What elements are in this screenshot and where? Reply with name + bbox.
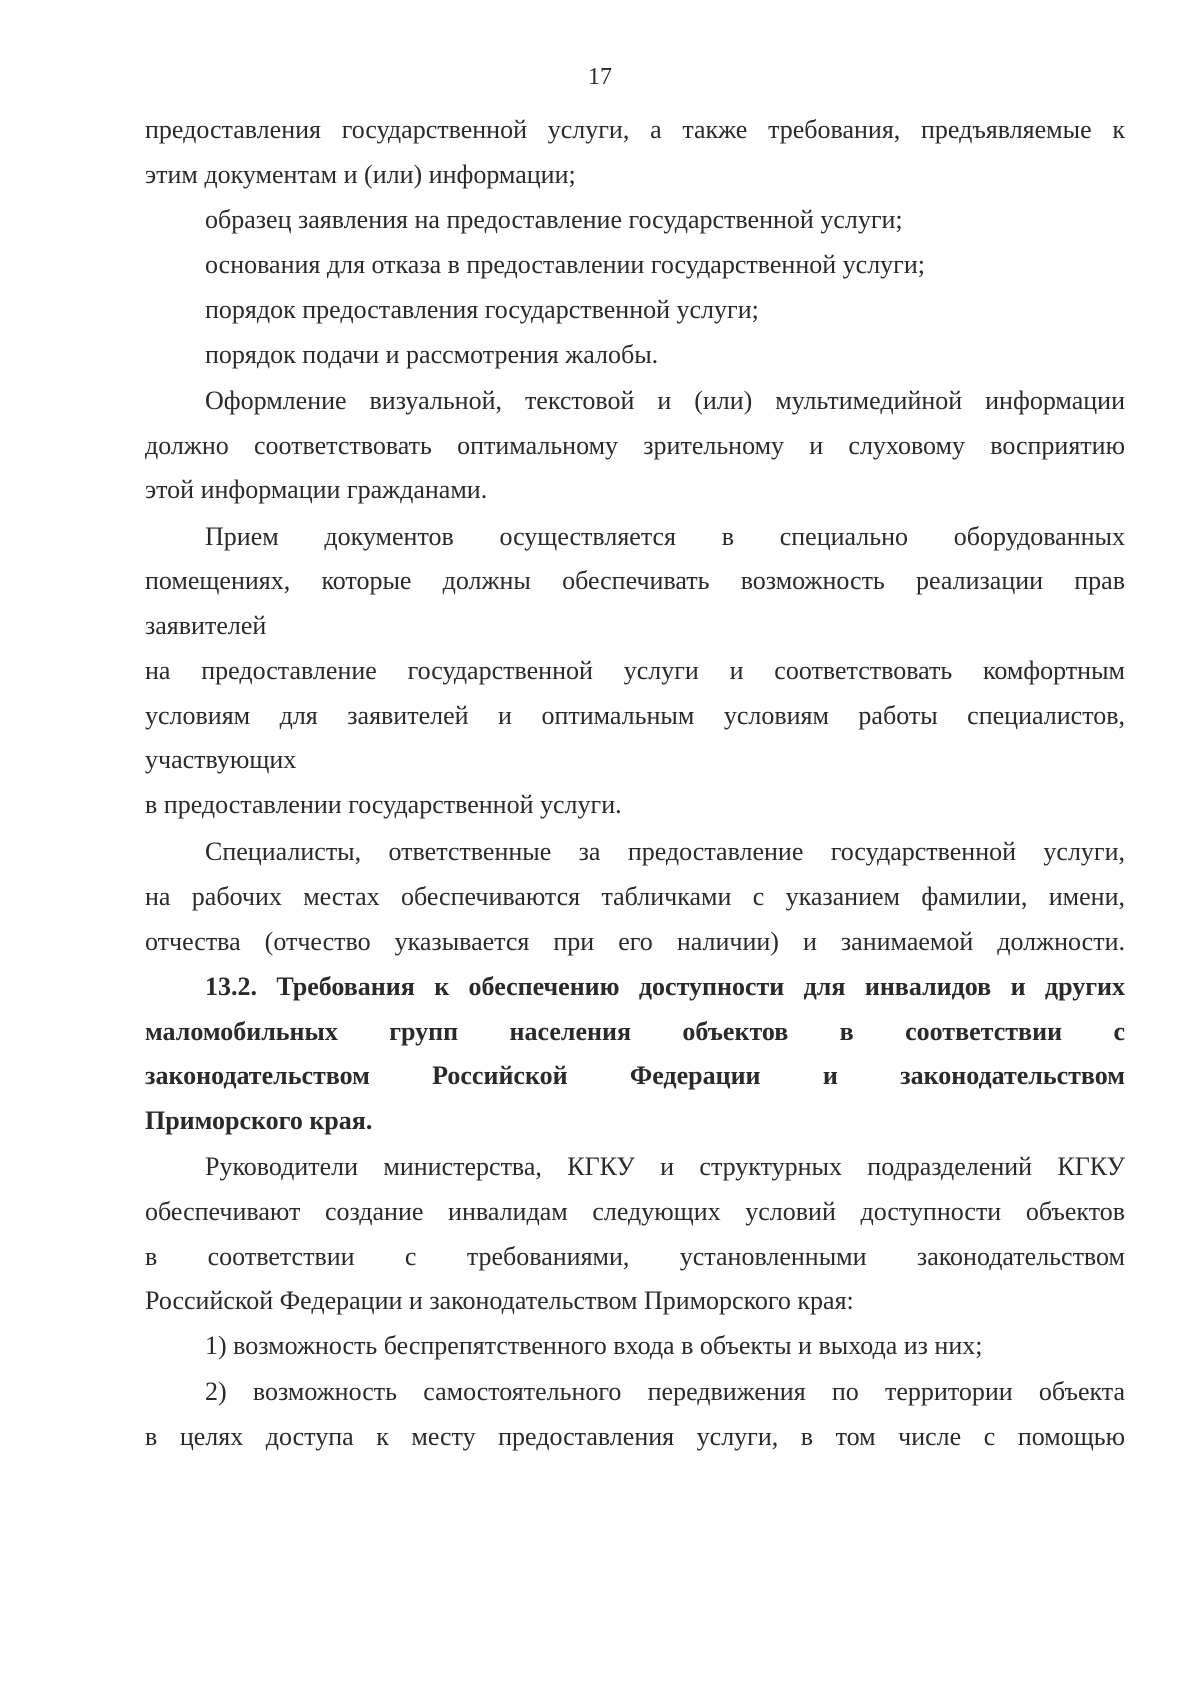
text-line: образец заявления на предоставление государственной услуги;	[205, 205, 903, 234]
text-line: отчества (отчество указывается при его наличии) и занимаемой должности.	[145, 927, 1125, 956]
text-line: в соответствии с требованиями, установленными законодательством	[145, 1242, 1125, 1271]
section-heading-line: 13.2. Требования к обеспечению доступности для инвалидов и других	[205, 972, 1125, 1001]
text-line: в целях доступа к месту предоставления услуги, в том числе с помощью	[145, 1422, 1125, 1451]
text-line: условиям для заявителей и оптимальным условиям работы специалистов,	[145, 701, 1125, 730]
text-line: этой информации гражданами.	[145, 475, 488, 504]
list-item: 2) возможность самостоятельного передвижения по территории объекта	[205, 1377, 1125, 1406]
text-line: порядок предоставления государственной услуги;	[205, 295, 759, 324]
text-line: этим документам и (или) информации;	[145, 160, 576, 189]
text-line: на рабочих местах обеспечиваются табличками с указанием фамилии, имени,	[145, 882, 1125, 911]
section-heading-line: маломобильных групп населения объектов в соответствии с	[145, 1017, 1125, 1046]
text-line: на предоставление государственной услуги и соответствовать комфортным	[145, 656, 1125, 685]
section-heading-line: Приморского края.	[145, 1106, 373, 1135]
text-line: помещениях, которые должны обеспечивать возможность реализации прав	[145, 566, 1125, 595]
text-line: в предоставлении государственной услуги.	[145, 790, 622, 819]
text-line: заявителей	[145, 611, 267, 640]
text-line: порядок подачи и рассмотрения жалобы.	[205, 340, 659, 369]
text-line: Специалисты, ответственные за предоставление государственной услуги,	[205, 837, 1125, 866]
list-item: 1) возможность беспрепятственного входа в объекты и выхода из них;	[205, 1331, 983, 1360]
text-line: участвующих	[145, 745, 297, 774]
text-line: Руководители министерства, КГКУ и структурных подразделений КГКУ	[205, 1152, 1125, 1181]
text-line: должно соответствовать оптимальному зрительному и слуховому восприятию	[145, 431, 1125, 460]
text-line: обеспечивают создание инвалидам следующих условий доступности объектов	[145, 1197, 1125, 1226]
text-line: предоставления государственной услуги, а также требования, предъявляемые к	[145, 115, 1125, 144]
text-line: основания для отказа в предоставлении государственной услуги;	[205, 250, 925, 279]
text-line: Прием документов осуществляется в специально оборудованных	[205, 522, 1125, 551]
text-line: Российской Федерации и законодательством Приморского края:	[145, 1286, 854, 1315]
text-line: Оформление визуальной, текстовой и (или) мультимедийной информации	[205, 386, 1125, 415]
page-number: 17	[588, 64, 612, 90]
section-heading-line: законодательством Российской Федерации и законодательством	[145, 1061, 1125, 1090]
